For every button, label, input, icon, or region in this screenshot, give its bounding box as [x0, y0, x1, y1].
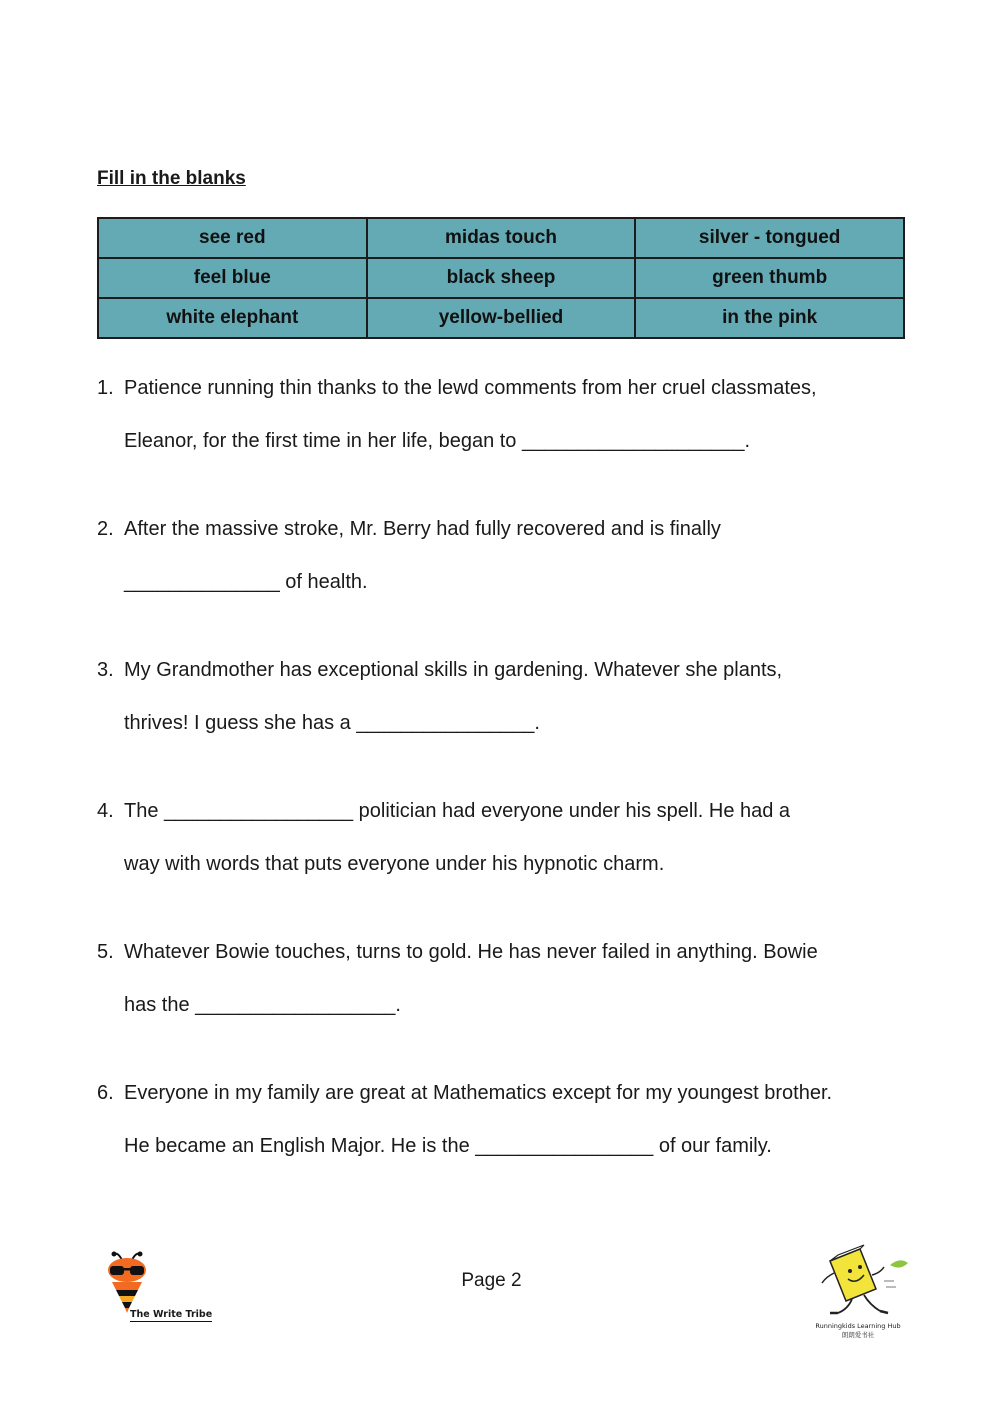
word-bank-row: [98, 298, 904, 338]
question-text-line: After the massive stroke, Mr. Berry had fully recovered and is finally: [124, 518, 721, 540]
question-number: 1.: [97, 377, 114, 399]
question-number: 3.: [97, 659, 114, 681]
question-text-line: way with words that puts everyone under his hypnotic charm.: [124, 853, 665, 875]
runningkids-logo-text: [808, 1322, 908, 1340]
question-text-line: My Grandmother has exceptional skills in gardening. Whatever she plants,: [124, 659, 783, 681]
word-bank-cell: silver - tongued: [635, 218, 904, 258]
question-item: [97, 362, 917, 468]
question-item: [97, 926, 917, 1032]
question-text-line: Everyone in my family are great at Mathematics except for my youngest brother.: [124, 1082, 833, 1104]
word-bank-cell: feel blue: [98, 258, 367, 298]
write-tribe-logo-text: The Write Tribe: [130, 1309, 213, 1320]
runningkids-logo-line: 朗朗爱书社: [841, 1331, 875, 1339]
runningkids-logo-line: Runningkids Learning Hub: [815, 1322, 901, 1330]
runningkids-logo: [808, 1243, 913, 1343]
question-item: [97, 1067, 917, 1173]
word-bank-cell: midas touch: [367, 218, 636, 258]
question-list: [97, 362, 917, 1208]
word-bank-cell: white elephant: [98, 298, 367, 338]
question-text-line: Patience running thin thanks to the lewd comments from her cruel classmates,: [124, 377, 817, 399]
question-item: [97, 644, 917, 750]
question-text-line: thrives! I guess she has a ________________.: [124, 712, 540, 734]
question-text-line: The _________________ politician had everyone under his spell. He had a: [124, 800, 791, 822]
word-bank-cell: see red: [98, 218, 367, 258]
question-item: [97, 785, 917, 891]
word-bank-cell: green thumb: [635, 258, 904, 298]
question-text-line: He became an English Major. He is the ________________ of our family.: [124, 1135, 772, 1157]
question-number: 5.: [97, 941, 114, 963]
word-bank-cell: yellow-bellied: [367, 298, 636, 338]
word-bank-cell: black sheep: [367, 258, 636, 298]
word-bank-table: [97, 217, 905, 339]
word-bank-row: [98, 218, 904, 258]
running-book-icon: [808, 1243, 913, 1323]
question-number: 2.: [97, 518, 114, 540]
word-bank-row: [98, 258, 904, 298]
question-text-line: has the __________________.: [124, 994, 401, 1016]
worksheet-heading: Fill in the blanks: [97, 168, 246, 189]
question-item: [97, 503, 917, 609]
question-text-line: ______________ of health.: [124, 571, 368, 593]
question-text-line: Whatever Bowie touches, turns to gold. He has never failed in anything. Bowie: [124, 941, 818, 963]
question-text-line: Eleanor, for the first time in her life, began to ____________________.: [124, 430, 751, 452]
page-number: Page 2: [461, 1270, 522, 1291]
question-number: 6.: [97, 1082, 114, 1104]
word-bank-cell: in the pink: [635, 298, 904, 338]
question-number: 4.: [97, 800, 114, 822]
